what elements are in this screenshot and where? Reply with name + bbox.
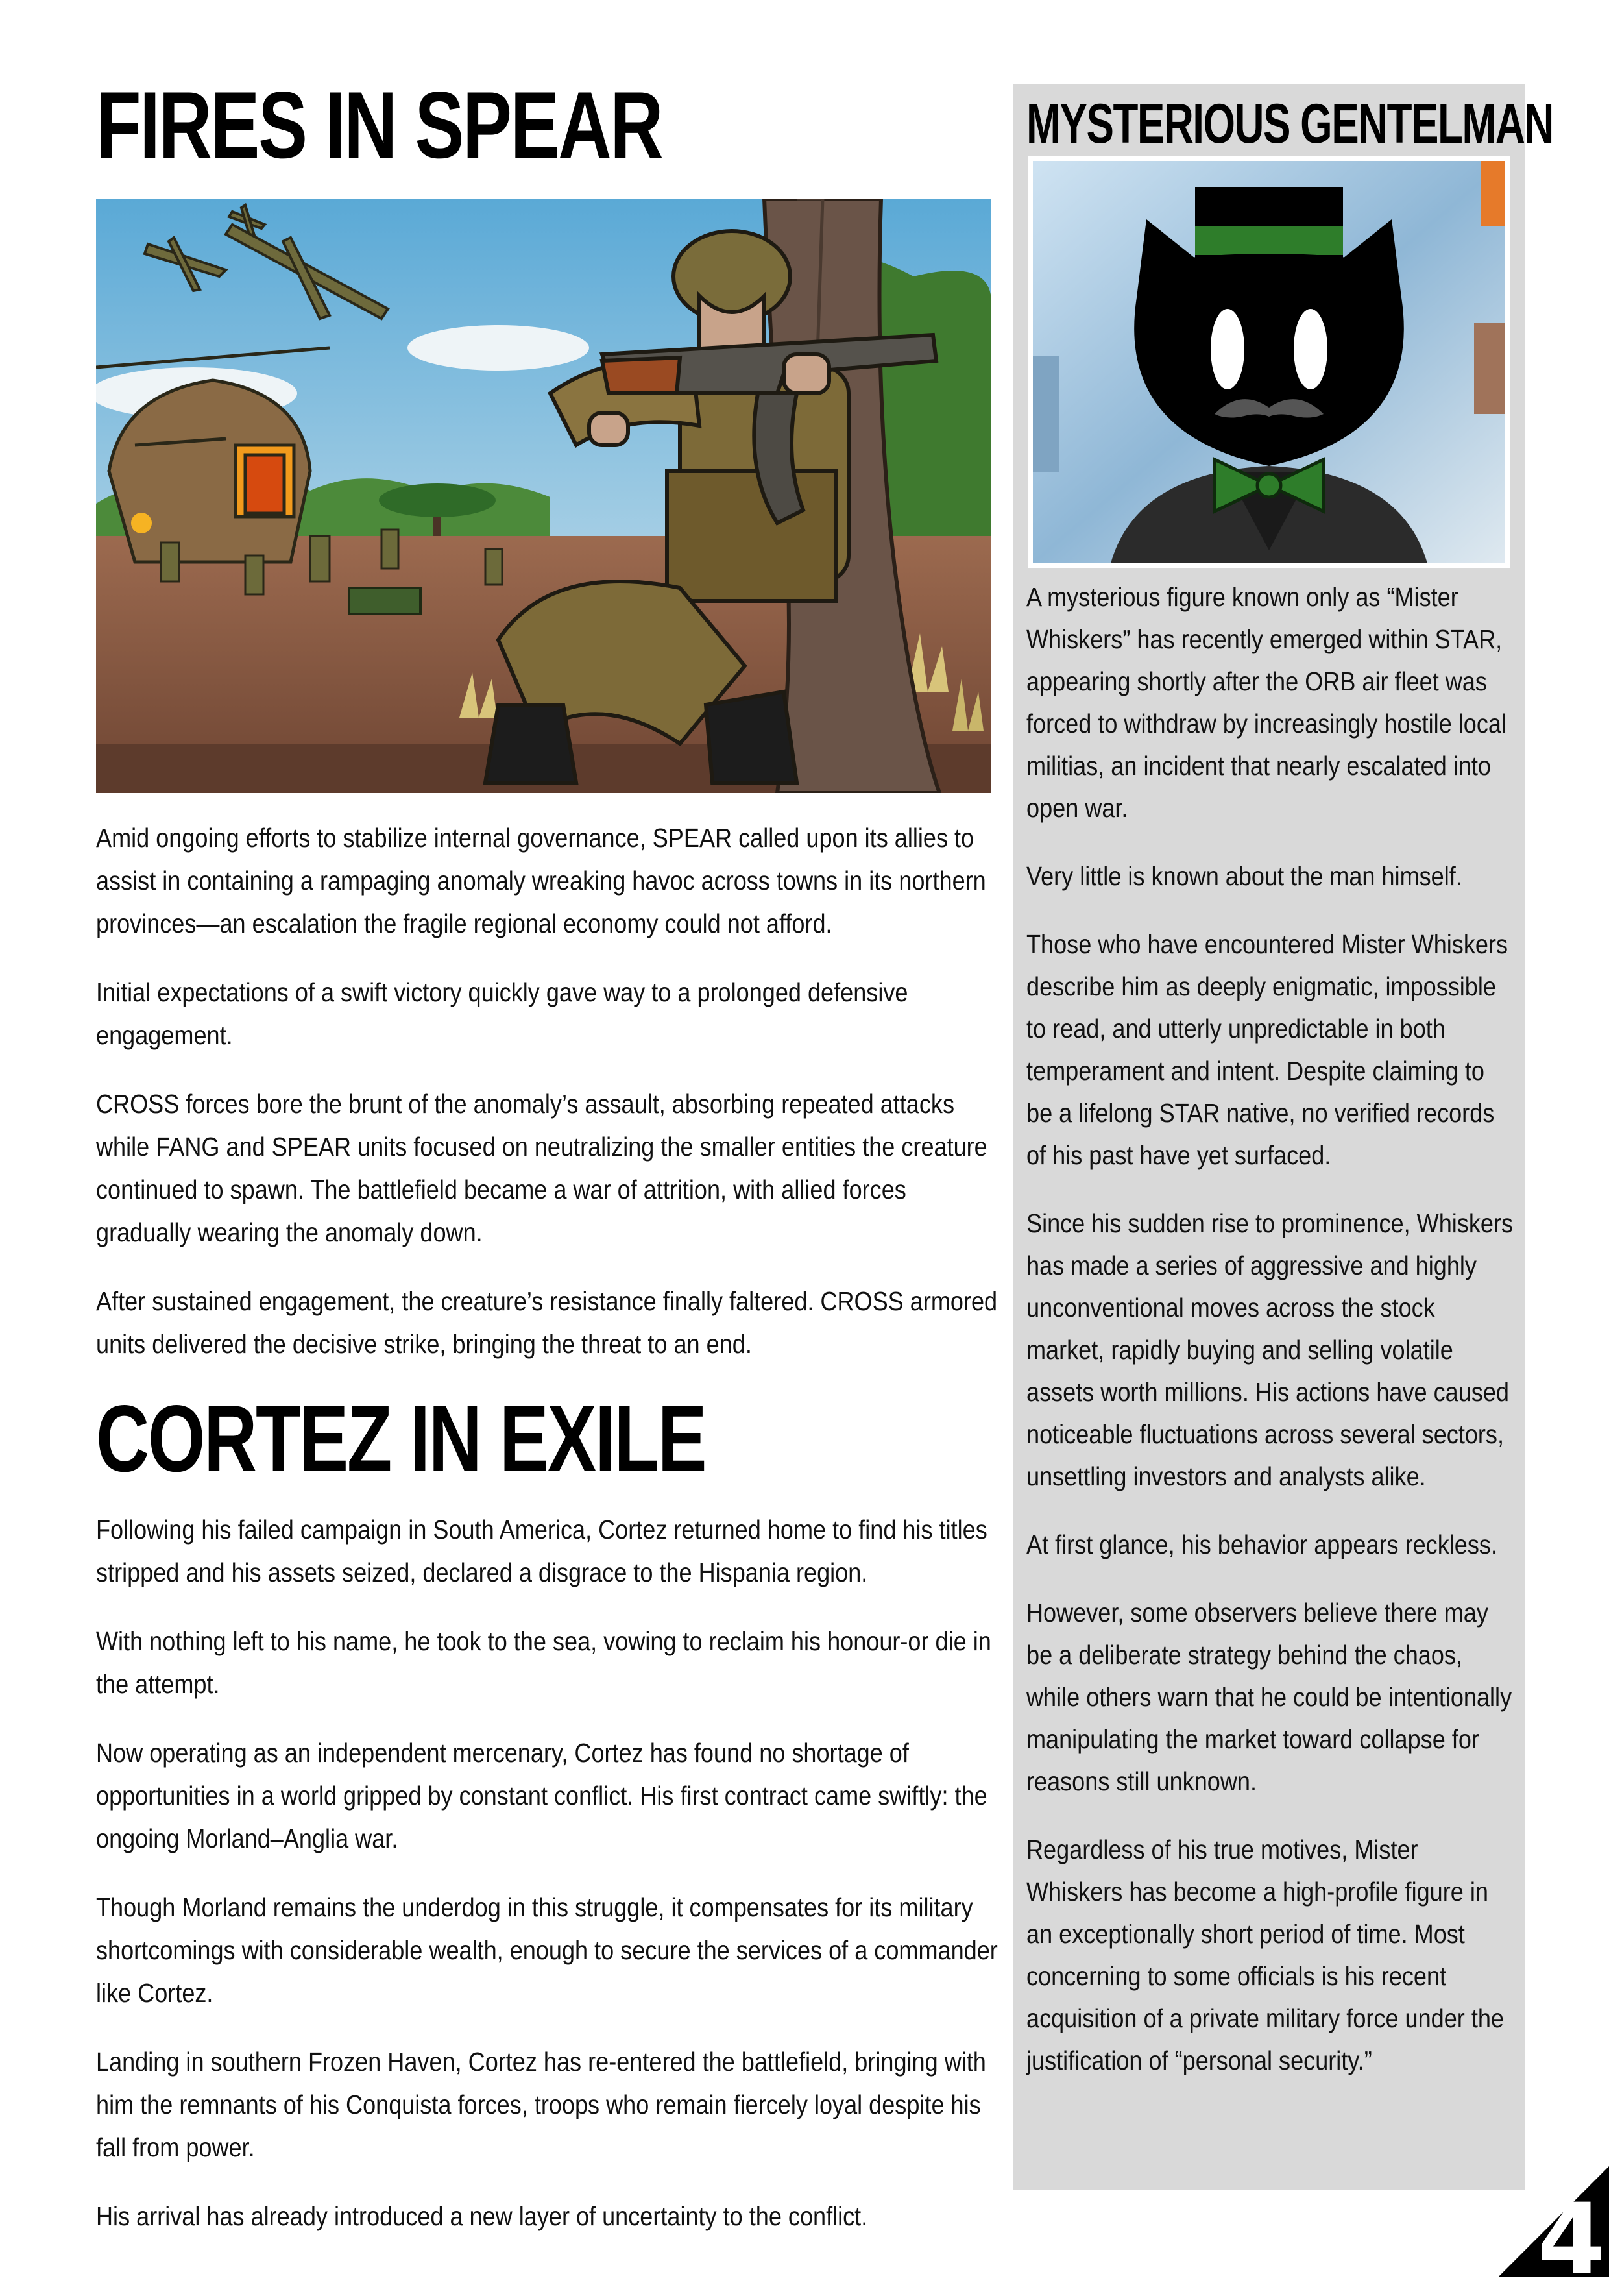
paragraph: A mysterious figure known only as “Mister Whiskers” has recently emerged within STAR, appearing shortly after the ORB air fleet was forced to withdraw by increasingly hostile local militias, an incident that nearly escalated into open war. bbox=[1026, 582, 1506, 823]
paragraph: Landing in southern Frozen Haven, Cortez has re-entered the battlefield, bringing with him the remnants of his Conquista forces, troops who remain fiercely loyal despite his fall from power. bbox=[96, 2047, 986, 2162]
paragraph: At first glance, his behavior appears reckless. bbox=[1026, 1530, 1497, 1559]
paragraph: Amid ongoing efforts to stabilize internal governance, SPEAR called upon its allies to assist in containing a rampaging anomaly wreaking havoc across towns in its northern provinces—an escalation the fragile regional economy could not afford. bbox=[96, 823, 986, 938]
fires-in-spear-body bbox=[96, 816, 999, 1365]
main-column bbox=[96, 72, 999, 2264]
paragraph: Regardless of his true motives, Mister Whiskers has become a high-profile figure in an exceptionally short period of time. Most concerning to some officials is his recent acquisition of a private military force under the justification of “personal security.” bbox=[1026, 1835, 1504, 2075]
sidebar-body bbox=[1026, 576, 1517, 2108]
battle-illustration bbox=[96, 199, 991, 793]
sidebar-title: MYSTERIOUS GENTELMAN bbox=[1026, 93, 1553, 155]
page-number: 4 bbox=[1537, 2183, 1605, 2296]
section-title-cortez-in-exile: CORTEZ IN EXILE bbox=[96, 1386, 706, 1491]
paragraph: With nothing left to his name, he took to the sea, vowing to reclaim his honour-or die in the attempt. bbox=[96, 1626, 991, 1699]
paragraph: After sustained engagement, the creature’s resistance finally faltered. CROSS armored units delivered the decisive strike, bringing the threat to an end. bbox=[96, 1286, 998, 1359]
paragraph: His arrival has already introduced a new layer of uncertainty to the conflict. bbox=[96, 2201, 868, 2231]
page-number-tab bbox=[1499, 2166, 1609, 2296]
cortez-in-exile-body bbox=[96, 1508, 999, 2238]
paragraph: Following his failed campaign in South America, Cortez returned home to find his titles stripped and his assets seized, declared a disgrace to the Hispania region. bbox=[96, 1515, 987, 1587]
paragraph: Those who have encountered Mister Whiskers describe him as deeply enigmatic, impossible to read, and utterly unpredictable in both temperament and intent. Despite claiming to be a lifelong STAR native, no verified records of his past have yet surfaced. bbox=[1026, 929, 1508, 1170]
paragraph: Though Morland remains the underdog in this struggle, it compensates for its military shortcomings with considerable wealth, enough to secure the services of a commander like Cortez. bbox=[96, 1892, 998, 2008]
paragraph: Since his sudden rise to prominence, Whiskers has made a series of aggressive and highly unconventional moves across the stock market, rapidly buying and selling volatile assets worth millions. His actions have caused noticeable fluctuations across several sectors, unsettling investors and analysts alike. bbox=[1026, 1208, 1514, 1491]
paragraph: However, some observers believe there may be a deliberate strategy behind the chaos, while others warn that he could be intentionally manipulating the market toward collapse for reasons still unknown. bbox=[1026, 1598, 1512, 1796]
paragraph: Now operating as an independent mercenary, Cortez has found no shortage of opportunities in a world gripped by constant conflict. His first contract came swiftly: the ongoing Morland–Anglia war. bbox=[96, 1738, 987, 1853]
mister-whiskers-portrait bbox=[1028, 156, 1510, 568]
section-title-fires-in-spear: FIRES IN SPEAR bbox=[96, 72, 662, 178]
cortez-section bbox=[96, 1386, 999, 2238]
paragraph: CROSS forces bore the brunt of the anomaly’s assault, absorbing repeated attacks while FANG and SPEAR units focused on neutralizing the smaller entities the creature continued to spawn. The battlefield became a war of attrition, with allied forces gradually wearing the anomaly down. bbox=[96, 1089, 987, 1247]
paragraph: Initial expectations of a swift victory quickly gave way to a prolonged defensive engagement. bbox=[96, 977, 908, 1050]
paragraph: Very little is known about the man himself. bbox=[1026, 861, 1462, 891]
sidebar-box bbox=[1013, 84, 1553, 2190]
